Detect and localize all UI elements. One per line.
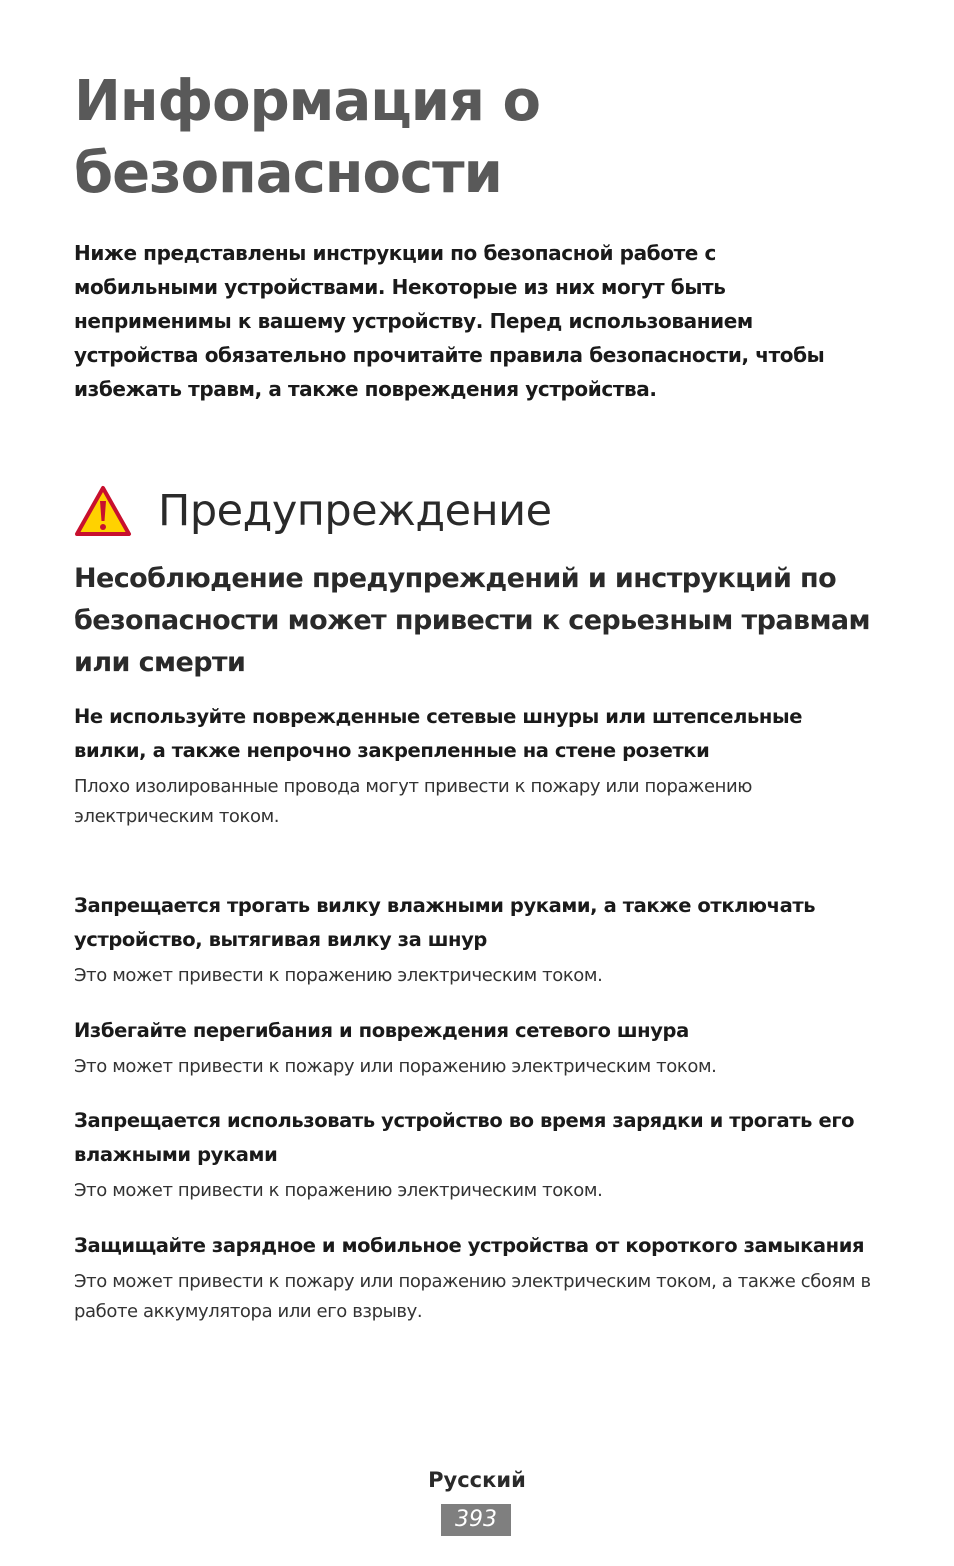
safety-item [74,700,874,832]
safety-item-heading: Запрещается использовать устройство во время зарядки и трогать его влажными руками [74,1109,855,1166]
footer-language: Русский [428,1468,526,1492]
safety-item-heading: Избегайте перегибания и повреждения сетевого шнура [74,1019,689,1042]
safety-item-body: Это может привести к пожару или поражению электрическим током, а также сбоям в работе аккумулятора или его взрыву. [74,1271,871,1322]
safety-item-heading: Защищайте зарядное и мобильное устройства от короткого замыкания [74,1234,865,1257]
page-title: Информация о безопасности [74,69,540,206]
warning-lead: Несоблюдение предупреждений и инструкций по безопасности может привести к серьезным травмам или смерти [74,563,870,678]
intro-paragraph: Ниже представлены инструкции по безопасной работе с мобильными устройствами. Некоторые из них могут быть неприменимы к вашему устройству. Перед использованием устройства обязательно прочитайте правила безопасности, чтобы избежать травм, а также повреждения устройства. [74,241,825,401]
warning-triangle-icon [74,485,132,537]
safety-item-heading: Запрещается трогать вилку влажными руками, а также отключать устройство, вытягивая вилку за шнур [74,894,816,951]
warning-title: Предупреждение [158,486,552,536]
safety-item [74,889,874,991]
safety-item-body: Плохо изолированные провода могут привести к пожару или поражению электрическим током. [74,776,753,827]
safety-item [74,1014,874,1082]
safety-item [74,1104,874,1206]
safety-item [74,1229,874,1327]
safety-item-body: Это может привести к пожару или поражению электрическим током. [74,1056,717,1077]
warning-header [74,476,552,546]
safety-item-heading: Не используйте поврежденные сетевые шнуры или штепсельные вилки, а также непрочно закрепленные на стене розетки [74,705,803,762]
page-number: 393 [441,1504,511,1536]
safety-item-body: Это может привести к поражению электрическим током. [74,1180,603,1201]
safety-item-body: Это может привести к поражению электрическим током. [74,965,603,986]
